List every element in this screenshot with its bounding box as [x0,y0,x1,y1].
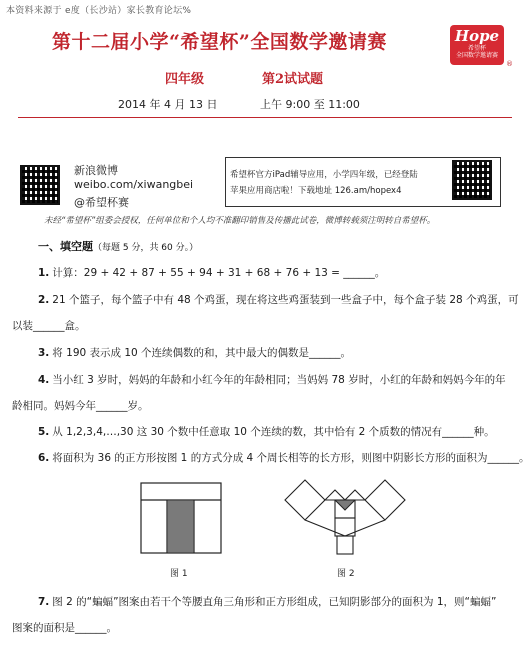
question-text: 从 1,2,3,4,…,30 这 30 个数中任意取 10 个连续的数，其中恰有 2 个质数的情况有______种。 [52,426,495,438]
question-4-continued: 龄相同。妈妈今年______岁。 [12,400,149,412]
question-text: 当小红 3 岁时，妈妈的年龄和小红今年的年龄相同；当妈妈 78 岁时，小红的年龄和妈妈今年的年 [52,374,506,386]
exam-date: 2014 年 4 月 13 日 [118,98,218,111]
question-number: 6. [38,452,50,464]
weibo-url[interactable]: weibo.com/xiwangbei [74,178,194,191]
shaded-rectangle [168,501,194,553]
figure-2-bat [283,478,407,558]
section-points: （每题 5 分，共 60 分。） [93,243,199,253]
section-title: 一、填空题 [38,240,93,253]
logo-main-text: Hope [454,27,500,45]
weibo-label: 新浪微博 [74,164,118,177]
question-text: 图 2 的“蝙蝠”图案由若干个等腰直角三角形和正方形组成，已知阴影部分的面积为 1，则“蝙蝠” [52,596,497,608]
round-label: 第2试试题 [262,72,324,87]
question-number: 5. [38,426,50,438]
left-diamond [285,480,325,520]
question-3 [38,345,351,360]
left-small-triangle [325,490,345,500]
divider-line [18,117,512,118]
question-1 [38,265,385,280]
weibo-qr-code [20,165,60,205]
logo-sub1: 希望杯 [467,45,486,52]
shaded-triangle [335,500,355,510]
figure-2-caption: 图 2 [337,569,355,579]
right-diamond [365,480,405,520]
question-number: 3. [38,347,50,359]
logo-sub2: 全国数学邀请赛 [455,52,498,59]
registered-mark: ® [506,60,513,68]
question-number: 2. [38,294,50,306]
section-heading [38,238,198,254]
right-small-triangle [345,490,365,500]
tail-square [337,536,353,554]
ipad-qr-code [452,160,492,200]
question-5 [38,424,495,439]
header-note: 本资料来源于 e度（长沙站）家长教育论坛% [6,6,192,16]
hope-logo [450,25,504,65]
question-text: 21 个篮子，每个篮子中有 48 个鸡蛋，现在将这些鸡蛋装到一些盒子中，每个盒子装 28 个鸡蛋，可 [52,294,519,306]
question-number: 4. [38,374,50,386]
question-2-continued: 以装______盒。 [12,320,86,332]
exam-time: 上午 9:00 至 11:00 [260,98,360,111]
left-leg [305,520,345,536]
copyright-warning: 未经“希望杯”组委会授权，任何单位和个人均不准翻印销售及传播此试卷，微博转载须注明转自希望杯。 [44,216,436,226]
question-7-continued: 图案的面积是______。 [12,622,117,634]
ipad-line-1: 希望杯官方iPad辅导应用，小学四年级，已经登陆 [230,170,418,180]
weibo-handle: @希望杯赛 [74,196,129,209]
question-6 [38,450,530,465]
ipad-line-2: 苹果应用商店啦！下载地址 126.am/hopex4 [230,186,402,196]
question-text: 将 190 表示成 10 个连续偶数的和，其中最大的偶数是______。 [52,347,352,359]
question-number: 7. [38,596,50,608]
exam-title: 第十二届小学“希望杯”全国数学邀请赛 [52,31,387,53]
figure-1-caption: 图 1 [170,569,188,579]
figure-1-square [140,482,222,554]
question-2 [38,292,519,307]
question-text: 将面积为 36 的正方形按图 1 的方式分成 4 个周长相等的长方形，则图中阴影长方形的面积为______。 [52,452,530,464]
question-4 [38,372,506,387]
grade-label: 四年级 [165,72,205,87]
question-text: 计算：29 + 42 + 87 + 55 + 94 + 31 + 68 + 76 + 13 = ______。 [52,267,386,279]
question-number: 1. [38,267,50,279]
right-leg [345,520,385,536]
question-7 [38,594,496,609]
